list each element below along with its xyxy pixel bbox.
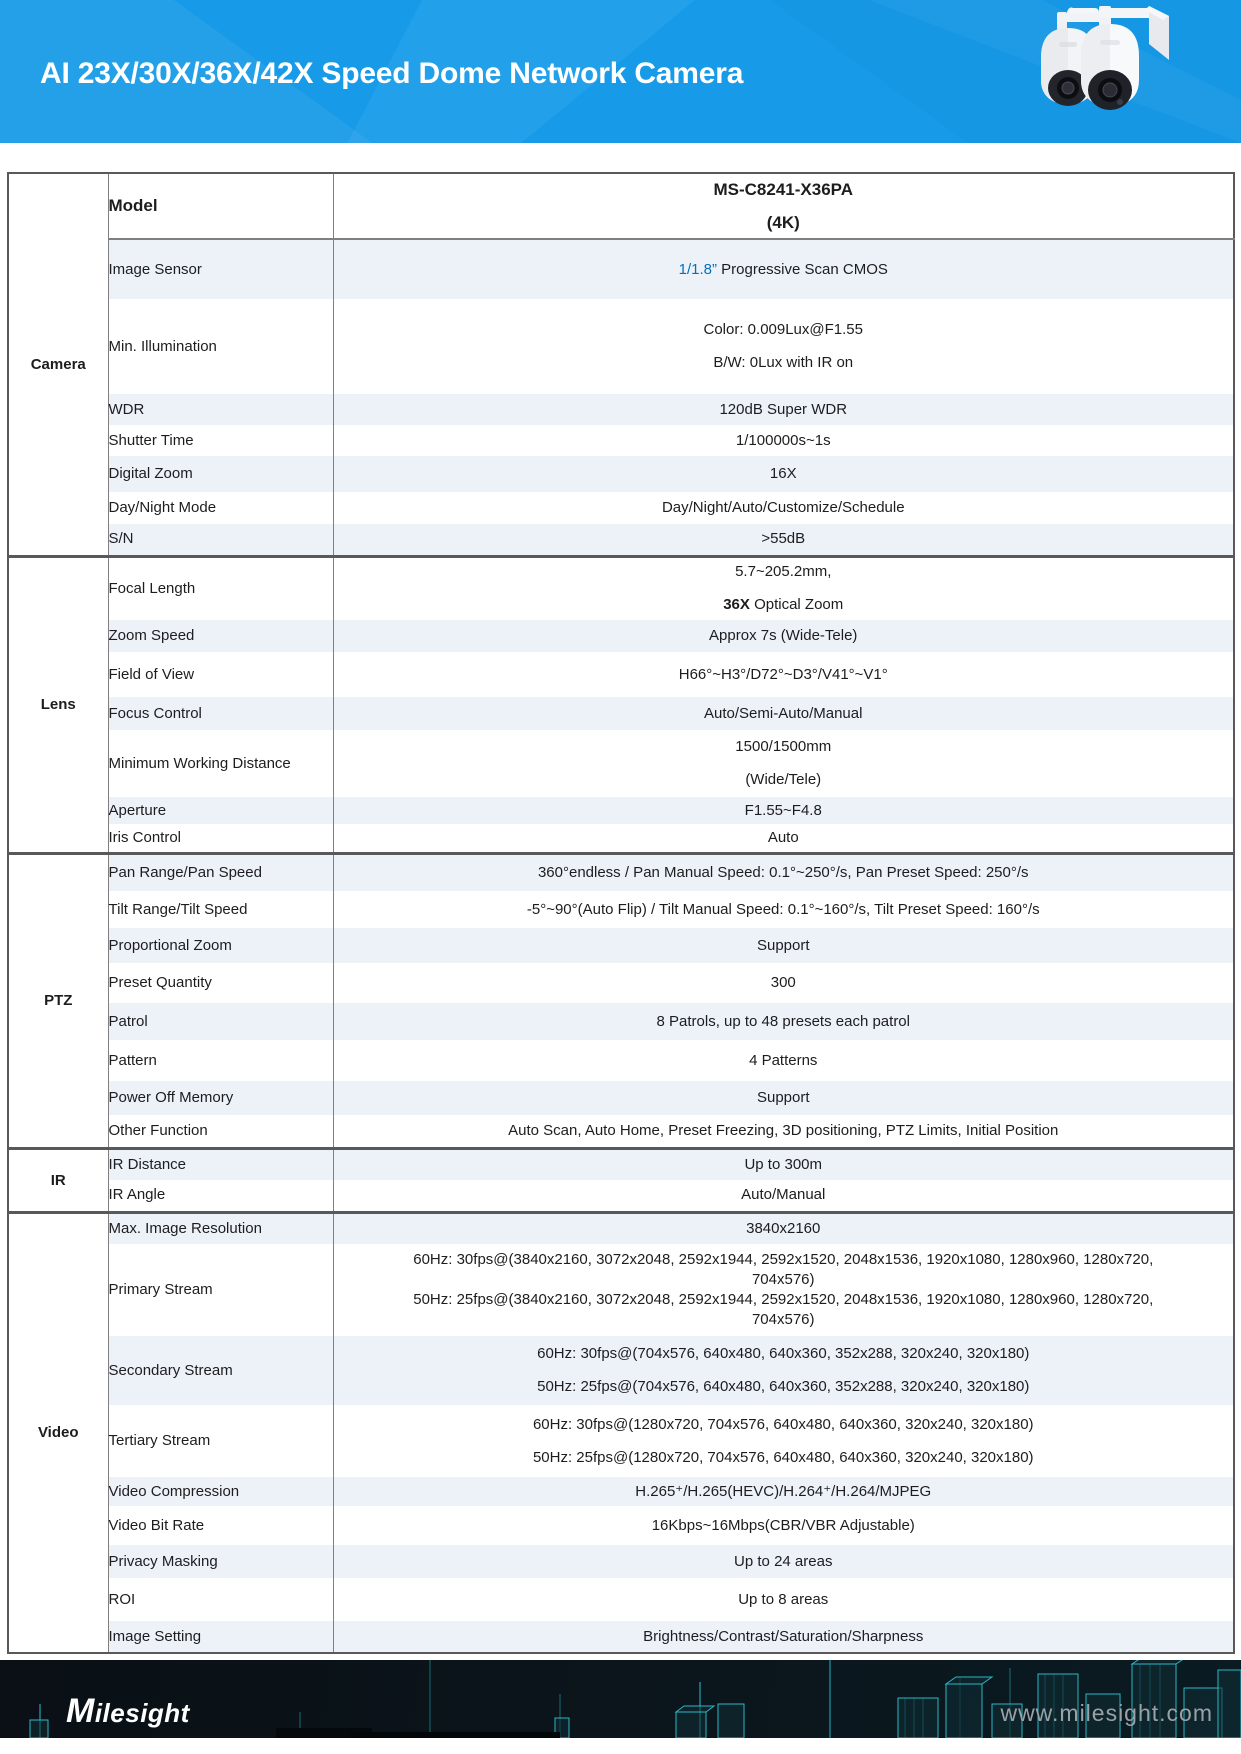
spec-label-cell: Primary Stream [108,1244,333,1336]
spec-label-cell: Patrol [108,1003,333,1040]
spec-value-cell [333,620,1234,652]
value-line: Up to 300m [744,1155,823,1173]
spec-label-cell: Privacy Masking [108,1545,333,1578]
spec-value-cell [333,425,1234,456]
value-line: Auto/Manual [741,1186,826,1204]
table-row [8,853,1234,891]
spec-value-cell [333,1405,1234,1477]
section-lens [8,556,1234,853]
category-cell-ir: IR [8,1148,108,1212]
value-line: 50Hz: 25fps@(1280x720, 704x576, 640x480, 640x360, 320x240, 320x180) [532,1448,1034,1466]
spec-label-cell: Other Function [108,1115,333,1148]
value-line: Color: 0.009Lux@F1.55 [703,321,863,338]
table-row [8,1212,1234,1244]
table-row [8,1621,1234,1653]
spec-label-cell: Shutter Time [108,425,333,456]
value-line: 704x576) [751,1311,815,1328]
spec-value-cell [333,173,1234,239]
value-line: Auto/Semi-Auto/Manual [704,704,863,722]
table-row [8,524,1234,556]
table-row [8,1244,1234,1336]
table-row [8,173,1234,239]
value-line: (Wide/Tele) [745,771,822,788]
spec-label-cell: Minimum Working Distance [108,730,333,797]
spec-label-cell: Focal Length [108,556,333,620]
value-line: 16X [769,465,797,482]
spec-label-cell: Tilt Range/Tilt Speed [108,891,333,928]
value-text: 36X [723,596,750,614]
spec-value-cell [333,891,1234,928]
spec-label-cell: WDR [108,394,333,425]
spec-label-cell: Proportional Zoom [108,928,333,963]
value-line: 60Hz: 30fps@(3840x2160, 3072x2048, 2592x1944, 2592x1520, 2048x1536, 1920x1080, 1280x960, 1280x720, [413,1251,1154,1268]
spec-value-cell [333,1477,1234,1506]
category-cell-video: Video [8,1212,108,1653]
spec-label-cell: Digital Zoom [108,456,333,492]
spec-label-cell: Min. Illumination [108,299,333,394]
spec-label-cell: Max. Image Resolution [108,1212,333,1244]
value-line: H66°~H3°/D72°~D3°/V41°~V1° [678,665,888,683]
value-line: Support [756,936,810,954]
table-row [8,425,1234,456]
spec-value-cell [333,394,1234,425]
section-ir [8,1148,1234,1212]
spec-label-cell: Preset Quantity [108,963,333,1003]
spec-label-cell: Pan Range/Pan Speed [108,853,333,891]
value-line: MS-C8241-X36PA [713,179,854,199]
table-row [8,730,1234,797]
spec-value-cell [333,1336,1234,1405]
spec-value-cell [333,1244,1234,1336]
table-row [8,492,1234,524]
table-row [8,1545,1234,1578]
table-row [8,1180,1234,1212]
value-line: 300 [770,974,796,991]
spec-value-cell [333,824,1234,853]
value-line: 60Hz: 30fps@(1280x720, 704x576, 640x480, 640x360, 320x240, 320x180) [532,1415,1034,1433]
page-title: AI 23X/30X/36X/42X Speed Dome Network Camera [40,57,744,90]
value-text: Optical Zoom [749,596,844,614]
spec-label-cell: Image Setting [108,1621,333,1653]
table-row [8,1405,1234,1477]
spec-value-cell [333,1506,1234,1545]
value-line: >55dB [761,530,806,548]
spec-value-cell [333,1545,1234,1578]
spec-value-cell [333,1003,1234,1040]
spec-value-cell [333,556,1234,620]
spec-value-cell [333,1115,1234,1148]
value-line: Approx 7s (Wide-Tele) [709,627,858,644]
value-line: 16Kbps~16Mbps(CBR/VBR Adjustable) [651,1516,915,1534]
table-row [8,697,1234,730]
value-line: Brightness/Contrast/Saturation/Sharpness [643,1627,924,1645]
spec-label-cell: Video Compression [108,1477,333,1506]
spec-value-cell [333,652,1234,697]
spec-value-cell [333,299,1234,394]
spec-table [7,172,1235,1654]
section-camera [8,173,1234,556]
table-row [8,1115,1234,1148]
value-line: Up to 8 areas [738,1590,829,1608]
section-video [8,1212,1234,1653]
value-line: 360°endless / Pan Manual Speed: 0.1°~250°/s, Pan Preset Speed: 250°/s [537,863,1029,881]
value-line: B/W: 0Lux with IR on [713,354,854,371]
value-line: Auto Scan, Auto Home, Preset Freezing, 3D positioning, PTZ Limits, Initial Position [508,1121,1059,1139]
table-row [8,394,1234,425]
spec-value-cell [333,797,1234,824]
table-row [8,963,1234,1003]
value-line: F1.55~F4.8 [744,801,822,819]
website-link: www.milesight.com [1000,1700,1213,1726]
spec-label-cell: IR Distance [108,1148,333,1180]
table-row [8,824,1234,853]
spec-value-cell [333,1148,1234,1180]
value-line: Day/Night/Auto/Customize/Schedule [661,499,905,516]
spec-value-cell [333,1621,1234,1653]
table-row [8,891,1234,928]
category-cell-camera: Camera [8,173,108,556]
table-row [8,1003,1234,1040]
spec-label-cell: Tertiary Stream [108,1405,333,1477]
value-line: Auto [767,828,799,846]
spec-label-cell: Day/Night Mode [108,492,333,524]
spec-label-cell: Image Sensor [108,239,333,299]
value-line: 1500/1500mm [735,738,832,755]
value-line: 50Hz: 25fps@(704x576, 640x480, 640x360, 352x288, 320x240, 320x180) [537,1378,1030,1395]
spec-label-cell: Secondary Stream [108,1336,333,1405]
spec-value-cell [333,853,1234,891]
category-cell-ptz: PTZ [8,853,108,1148]
table-row [8,797,1234,824]
spec-label-cell: Field of View [108,652,333,697]
value-line: -5°~90°(Auto Flip) / Tilt Manual Speed: 0.1°~160°/s, Tilt Preset Speed: 160°/s [526,900,1040,918]
table-row [8,299,1234,394]
spec-value-cell [333,1578,1234,1621]
spec-value-cell [333,1081,1234,1115]
table-row [8,652,1234,697]
value-line: H.265⁺/H.265(HEVC)/H.264⁺/H.264/MJPEG [635,1482,932,1500]
logo-m-glyph: M [66,1692,95,1730]
value-line: 5.7~205.2mm, [735,563,832,581]
spec-value-cell [333,239,1234,299]
table-row [8,456,1234,492]
table-row [8,1477,1234,1506]
table-row [8,556,1234,620]
spec-value-cell [333,928,1234,963]
spec-label-cell: Iris Control [108,824,333,853]
value-line: 704x576) [751,1271,815,1288]
spec-label-cell: Pattern [108,1040,333,1081]
table-row [8,620,1234,652]
product-image-speed-dome-cameras [1035,6,1175,134]
table-row [8,1336,1234,1405]
spec-value-cell [333,524,1234,556]
value-line: Up to 24 areas [734,1552,833,1570]
value-line: 50Hz: 25fps@(3840x2160, 3072x2048, 2592x1944, 2592x1520, 2048x1536, 1920x1080, 1280x960, 1280x720, [413,1291,1154,1308]
value-line: 120dB Super WDR [719,400,848,418]
spec-label-cell: ROI [108,1578,333,1621]
spec-label-cell: IR Angle [108,1180,333,1212]
spec-value-cell [333,1212,1234,1244]
spec-label-cell: Zoom Speed [108,620,333,652]
section-ptz [8,853,1234,1148]
value-line [334,595,1234,615]
table-row [8,239,1234,299]
spec-label-cell: Focus Control [108,697,333,730]
spec-value-cell [333,1180,1234,1212]
table-row [8,1040,1234,1081]
spec-label-cell: Power Off Memory [108,1081,333,1115]
spec-value-cell [333,456,1234,492]
spec-value-cell [333,697,1234,730]
value-text: Progressive Scan CMOS [716,260,888,278]
table-row [8,1148,1234,1180]
value-line: 4 Patterns [749,1051,818,1069]
spec-value-cell [333,492,1234,524]
value-line: 8 Patrols, up to 48 presets each patrol [656,1012,910,1030]
value-line: 60Hz: 30fps@(704x576, 640x480, 640x360, 352x288, 320x240, 320x180) [537,1345,1030,1362]
value-line: 3840x2160 [746,1219,821,1237]
table-row [8,1578,1234,1621]
spec-label-cell: Model [108,173,333,239]
milesight-logo: Milesight [66,1692,190,1730]
category-cell-lens: Lens [8,556,108,853]
table-row [8,1081,1234,1115]
table-row [8,928,1234,963]
header-banner [0,0,1241,143]
value-line [334,260,1234,280]
spec-value-cell [333,1040,1234,1081]
value-line: Support [756,1089,810,1106]
footer-banner [0,1660,1241,1738]
table-row [8,1506,1234,1545]
value-line: 1/100000s~1s [735,431,831,449]
value-line: (4K) [766,212,800,232]
accent-text: 1/1.8” [678,260,717,278]
spec-label-cell: Video Bit Rate [108,1506,333,1545]
spec-value-cell [333,963,1234,1003]
spec-value-cell [333,730,1234,797]
spec-label-cell: Aperture [108,797,333,824]
spec-label-cell: S/N [108,524,333,556]
